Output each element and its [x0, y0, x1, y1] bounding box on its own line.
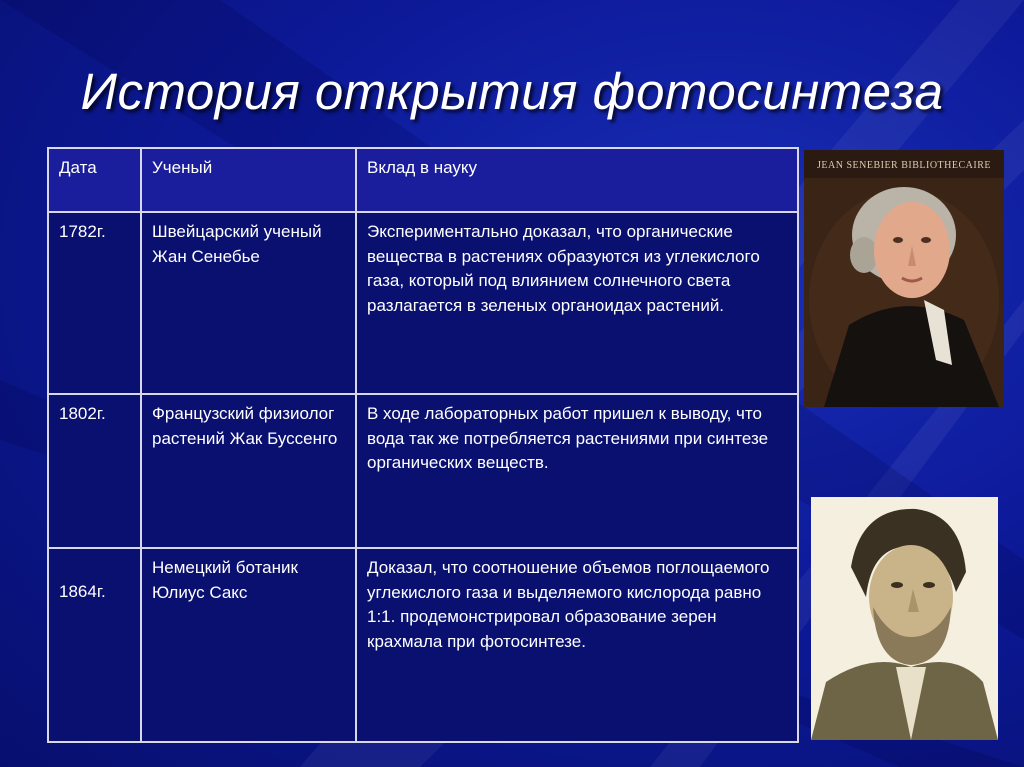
row-scientist: Французский физиолог растений Жак Буссенго — [141, 394, 356, 548]
table-row — [48, 394, 798, 548]
header-date: Дата — [48, 148, 141, 212]
slide-title: История открытия фотосинтеза — [80, 63, 944, 120]
row-scientist: Швейцарский ученый Жан Сенебье — [141, 212, 356, 394]
table-row — [48, 212, 798, 394]
portrait-caption: JEAN SENEBIER BIBLIOTHECAIRE — [817, 160, 991, 171]
row-contribution: Доказал, что соотношение объемов поглощаемого углекислого газа и выделяемого кислорода равно 1:1. продемонстрировал образование зерен крахмала при фотосинтезе. — [356, 548, 798, 742]
table-row — [48, 548, 798, 742]
row-contribution: Экспериментально доказал, что органические вещества в растениях образуются из углекислого газа, который под влиянием солнечного света разлагается в зеленых органоидах растений. — [356, 212, 798, 394]
senebier-portrait-image — [804, 150, 1004, 407]
table-header-row — [48, 148, 798, 212]
row-date: 1864г. — [48, 548, 141, 742]
header-contribution: Вклад в науку — [356, 148, 798, 212]
portrait-sachs — [811, 497, 998, 740]
sachs-portrait-image — [811, 497, 998, 740]
portrait-senebier — [804, 150, 1004, 407]
row-scientist: Немецкий ботаник Юлиус Сакс — [141, 548, 356, 742]
row-date: 1782г. — [48, 212, 141, 394]
row-date: 1802г. — [48, 394, 141, 548]
header-scientist: Ученый — [141, 148, 356, 212]
row-contribution: В ходе лабораторных работ пришел к выводу, что вода так же потребляется растениями при синтезе органических веществ. — [356, 394, 798, 548]
history-table — [47, 147, 799, 743]
